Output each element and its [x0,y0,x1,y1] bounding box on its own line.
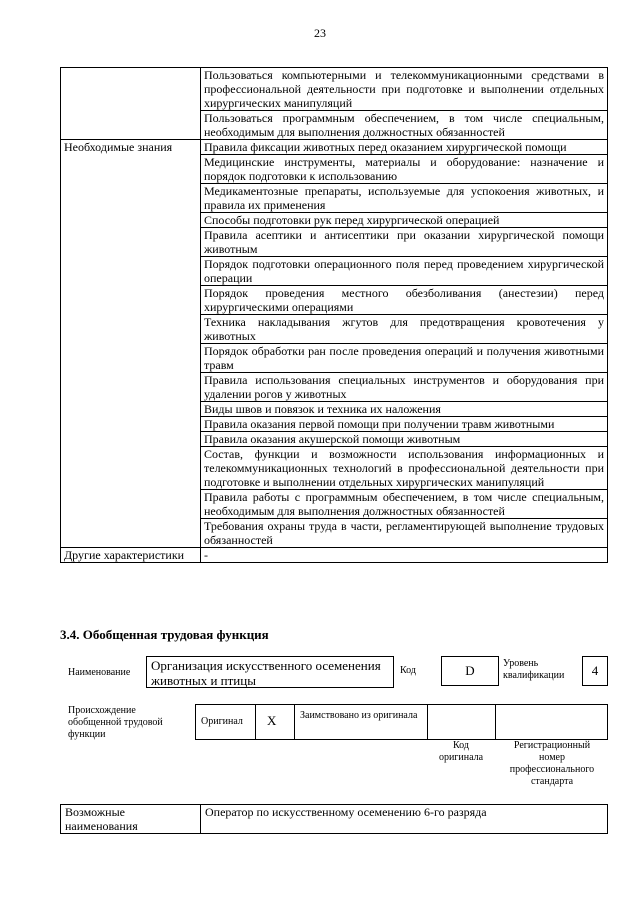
name-label: Наименование [68,667,131,678]
row-item: Пользоваться компьютерными и телекоммуникационными средствами в профессиональной деятельности при подготовке и выполнении отдельных хирургических манипуляций [201,68,608,111]
row-item: Медикаментозные препараты, используемые для успокоения животных, и правила их применения [201,184,608,213]
row-label [61,68,201,140]
row-item: Правила работы с программным обеспечением, в том числе специальным, необходимым для выполнения должностных обязанностей [201,490,608,519]
possible-names-table [60,804,608,834]
row-item: Правила оказания первой помощи при получении травм животными [201,417,608,432]
row-label: Необходимые знания [61,140,201,548]
section-title: 3.4. Обобщенная трудовая функция [60,627,269,642]
page-number: 23 [314,26,326,40]
row-item: Медицинские инструменты, материалы и оборудование: назначение и порядок подготовки к использованию [201,155,608,184]
row-item: Состав, функции и возможности использования информационных и телекоммуникационных технологий в профессиональной деятельности при подготовке и выполнении отдельных хирургических манипуляций [201,447,608,490]
table-row [61,548,608,563]
code-label: Код [400,665,416,676]
possible-names-value: Оператор по искусственному осеменению 6-го разряда [201,805,608,834]
row-item: Правила асептики и антисептики при оказании хирургической помощи животным [201,228,608,257]
skills-table [60,67,608,563]
row-item: Техника накладывания жгутов для предотвращения кровотечения у животных [201,315,608,344]
name-value-box [146,656,394,688]
row-item: Правила фиксации животных перед оказанием хирургической помощи [201,140,608,155]
row-item: Порядок проведения местного обезболивания (анестезии) перед хирургическими операциями [201,286,608,315]
row-item: Порядок обработки ран после проведения операций и получения животными травм [201,344,608,373]
row-item: Правила использования специальных инструментов и оборудования при удалении рогов у животных [201,373,608,402]
level-label: Уровень квалификации [503,658,565,681]
name-value: Организация искусственного осеменения животных и птицы [151,658,381,688]
reg-number-label: Регистрационный номер профессионального стандарта [509,740,595,787]
code-value: D [465,663,475,678]
possible-names-label: Возможные наименования [61,805,201,834]
row-item: Способы подготовки рук перед хирургической операцией [201,213,608,228]
code-value-box [441,656,499,686]
row-item: - [201,548,608,563]
level-value: 4 [591,663,599,678]
table-row [61,68,608,111]
row-item: Требования охраны труда в части, регламентирующей выполнение трудовых обязанностей [201,519,608,548]
code-original-label: Код оригинала [438,740,484,763]
row-label: Другие характеристики [61,548,201,563]
row-item: Правила оказания акушерской помощи животным [201,432,608,447]
row-item: Пользоваться программным обеспечением, в том числе специальным, необходимым для выполнения должностных обязанностей [201,111,608,140]
row-item: Виды швов и повязок и техника их наложения [201,402,608,417]
level-value-box [582,656,608,686]
original-mark: X [267,713,277,728]
table-row [61,140,608,155]
borrowed-label: Заимствовано из оригинала [300,710,418,721]
row-item: Порядок подготовки операционного поля перед проведением хирургической операции [201,257,608,286]
origin-label: Происхождение обобщенной трудовой функции [68,705,163,740]
original-label: Оригинал [201,716,243,727]
